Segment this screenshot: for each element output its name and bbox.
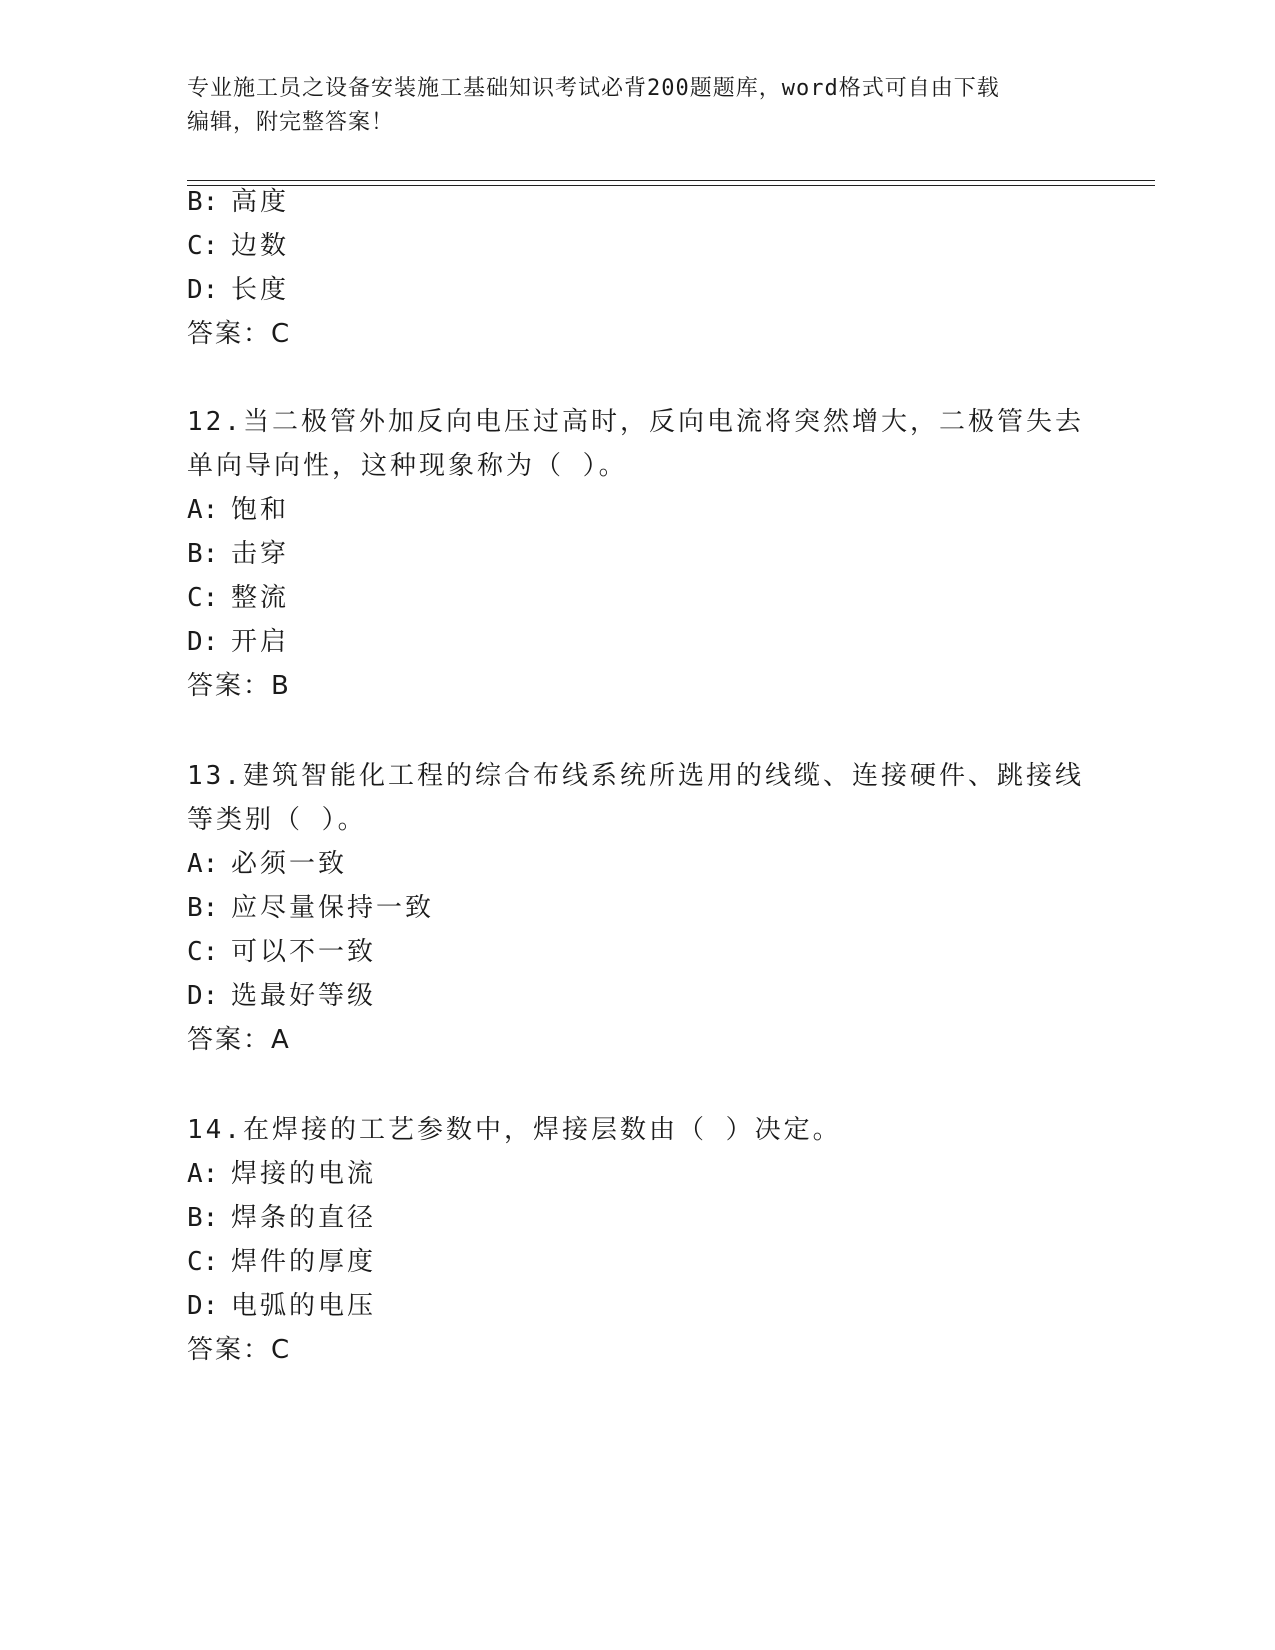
option-letter: C: [187, 937, 219, 967]
option-c [187, 226, 289, 266]
answer-label: 答案： [187, 1335, 272, 1365]
answer-line [187, 1020, 290, 1060]
option-letter: B: [187, 187, 219, 217]
option-d [187, 976, 376, 1016]
question-13-text-line-1 [187, 756, 1084, 796]
question-text: 当二极管外加反向电压过高时，反向电流将突然增大，二极管失去 [242, 407, 1084, 437]
option-text: 长度 [231, 275, 290, 305]
option-text: 选最好等级 [231, 981, 377, 1011]
option-text: 必须一致 [231, 849, 348, 879]
question-text: 等类别（ ）。 [187, 805, 367, 835]
option-text: 击穿 [231, 539, 290, 569]
document-header [187, 72, 1087, 140]
answer-value: A [271, 1025, 290, 1055]
option-letter: D: [187, 627, 219, 657]
answer-line [187, 314, 290, 354]
option-letter: D: [187, 275, 219, 305]
option-d [187, 1286, 376, 1326]
option-c [187, 578, 289, 618]
option-text: 电弧的电压 [231, 1291, 377, 1321]
question-13-text-line-2 [187, 800, 367, 840]
option-a [187, 1154, 376, 1194]
option-letter: D: [187, 981, 219, 1011]
option-text: 饱和 [231, 495, 290, 525]
option-text: 焊接的电流 [231, 1159, 377, 1189]
option-c [187, 932, 376, 972]
option-letter: B: [187, 1203, 219, 1233]
option-letter: C: [187, 231, 219, 261]
option-letter: C: [187, 1247, 219, 1277]
header-rule-top [187, 180, 1155, 181]
option-d [187, 622, 289, 662]
answer-line [187, 666, 290, 706]
option-text: 边数 [231, 231, 290, 261]
option-b [187, 888, 434, 928]
option-a [187, 490, 289, 530]
option-text: 应尽量保持一致 [231, 893, 435, 923]
option-b [187, 1198, 376, 1238]
question-number: 12. [187, 407, 243, 437]
option-letter: A: [187, 849, 219, 879]
option-text: 可以不一致 [231, 937, 377, 967]
option-text: 整流 [231, 583, 290, 613]
option-letter: A: [187, 495, 219, 525]
answer-line [187, 1330, 290, 1370]
option-letter: C: [187, 583, 219, 613]
question-text: 单向导向性，这种现象称为（ ）。 [187, 451, 628, 481]
option-letter: D: [187, 1291, 219, 1321]
option-b [187, 534, 289, 574]
question-12-text-line-1 [187, 402, 1084, 442]
question-14-text-line-1 [187, 1110, 842, 1150]
option-text: 焊件的厚度 [231, 1247, 377, 1277]
question-number: 14. [187, 1115, 243, 1145]
header-title-line-2: 编辑，附完整答案！ [187, 110, 395, 135]
option-letter: B: [187, 539, 219, 569]
option-text: 开启 [231, 627, 290, 657]
option-c [187, 1242, 376, 1282]
answer-label: 答案： [187, 1025, 272, 1055]
question-12-text-line-2 [187, 446, 628, 486]
answer-value: C [271, 1335, 291, 1365]
question-text: 在焊接的工艺参数中，焊接层数由（ ）决定。 [242, 1115, 842, 1145]
header-rule-bottom [187, 185, 1155, 186]
option-b [187, 182, 289, 222]
question-number: 13. [187, 761, 243, 791]
option-d [187, 270, 289, 310]
answer-value: B [271, 671, 290, 701]
option-a [187, 844, 347, 884]
answer-label: 答案： [187, 671, 272, 701]
option-text: 高度 [231, 187, 290, 217]
option-text: 焊条的直径 [231, 1203, 377, 1233]
header-title-line-1: 专业施工员之设备安装施工基础知识考试必背200题题库，word格式可自由下载 [187, 76, 1000, 101]
answer-label: 答案： [187, 319, 272, 349]
option-letter: B: [187, 893, 219, 923]
question-text: 建筑智能化工程的综合布线系统所选用的线缆、连接硬件、跳接线 [242, 761, 1084, 791]
option-letter: A: [187, 1159, 219, 1189]
answer-value: C [271, 319, 291, 349]
